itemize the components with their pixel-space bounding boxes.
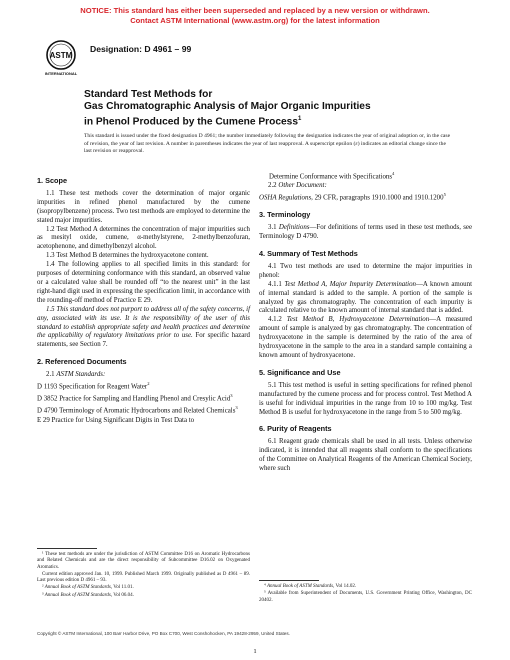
footnote-1: ¹ These test methods are under the jurisdiction of ASTM Committee D16 on Aromatic Hydrocarbons and Related Chemicals and are the direct responsibility of Subcommittee D16.02 on Oxygenated Aromatics. [37,552,250,570]
footnote-rule-right [259,580,319,581]
footnote-3: ³ Annual Book of ASTM Standards, Vol 06.04. [42,592,134,598]
logo-subtext: INTERNATIONAL [44,71,78,76]
paragraph-4-1-2: 4.1.2 Test Method B, Hydroxyacetone Determination—A measured amount of sample is analyzed by gas chromatography. The concentration of hydroxyacetone in the sample is determined by the ratio of the area of hydroxyacetone in the sample to the area in a standard sample containing a known amount of hydroxyacetone. [259,316,472,359]
paragraph-1-5: 1.5 This standard does not purport to address all of the safety concerns, if any, associated with its use. It is the responsibility of the user of this standard to establish appropriate safety and health practices and determine the applicability of regulatory limitations prior to use. For specific hazard statements, see Section 7. [37,305,250,349]
section-heading-summary: 4. Summary of Test Methods [259,249,358,259]
paragraph-6-1: 6.1 Reagent grade chemicals shall be used in all tests. Unless otherwise indicated, it is intended that all reagents shall conform to the specifications of the Committee on Analytical Reagents of the American Chemical Society, where such [259,438,472,473]
footnote-1-edition: Current edition approved Jan. 10, 1999. Published March 1999. Originally published as D 4961 – 89. Last previous edition D 4961 – 93. [37,571,250,584]
reference-e29: E 29 Practice for Using Significant Digits in Test Data to [37,416,195,424]
paragraph-2-1: 2.1 ASTM Standards: [46,371,106,379]
left-column [37,177,250,426]
footnotes-right [259,584,472,605]
paragraph-1-1: 1.1 These test methods cover the determination of major organic impurities in refined phenol manufactured by the cumene (isopropylbenzene) process. Two test methods are employed to determine the stated major impurities. [37,189,250,224]
reference-e29-continued: Determine Conformance with Specifications$^4$ [269,171,395,181]
reference-d4790: D 4790 Terminology of Aromatic Hydrocarbons and Related Chemicals$^3$ [37,405,238,415]
section-heading-referenced-documents: 2. Referenced Documents [37,357,127,367]
paragraph-5-1: 5.1 This test method is useful in setting specifications for refined phenol manufactured by the cumene process and for process control. Test Method A is useful for individual impurities in the range from 10 to 100 mg/kg. Test Method B is useful for hydroxyacetone in the range from 5 to 500 mg/kg. [259,381,472,416]
reference-d1193: D 1193 Specification for Reagent Water$^2$ [37,381,150,391]
reference-d3852: D 3852 Practice for Sampling and Handling Phenol and Cresylic Acid$^3$ [37,393,233,403]
paragraph-4-1-1: 4.1.1 Test Method A, Major Impurity Determination—A known amount of internal standard is added to the sample. A portion of the sample is analyzed by gas chromatography. The concentration of each impurity is calculated relative to the known amount of internal standard that is added. [259,280,472,315]
withdrawal-notice [0,6,510,26]
footnote-5: ⁵ Available from Superintendent of Documents, U.S. Government Printing Office, Washington, DC 20402. [259,591,472,603]
section-heading-terminology: 3. Terminology [259,210,311,220]
section-heading-scope: 1. Scope [37,176,68,185]
notice-line-1: NOTICE: This standard has either been superseded and replaced by a new version or withdrawn. [80,6,430,15]
reference-osha: OSHA Regulations, 29 CFR, paragraphs 1910.1000 and 1910.1200$^5$ [259,192,446,202]
designation: Designation: D 4961 – 99 [90,44,192,54]
paragraph-3-1: 3.1 Definitions—For definitions of terms used in these test methods, see Terminology D 4790. [259,224,473,241]
paragraph-1-3: 1.3 Test Method B determines the hydroxyacetone content. [46,252,209,260]
section-heading-purity: 6. Purity of Reagents [259,424,332,434]
footnote-rule-left [37,548,97,549]
paragraph-4-1: 4.1 Two test methods are used to determine the major impurities in phenol: [259,262,472,279]
title-line-1: Standard Test Methods for [84,89,213,100]
footnote-2: ² Annual Book of ASTM Standards, Vol 11.01. [42,585,134,591]
copyright-line: Copyright © ASTM International, 100 Barr Harbor Drive, PO Box C700, West Conshohocken, PA 19428-2959, United States. [37,631,290,636]
footnotes-left [37,552,250,600]
paragraph-1-4: 1.4 The following applies to all specified limits in this standard: for purposes of determining conformance with this standard, an observed value or a calculated value shall be rounded off “to the nearest unit” in the last right-hand digit used in expressing the specification limit, in accordance with the rounding-off method of Practice E 29. [37,261,250,304]
page-number: 1 [253,648,257,655]
paragraph-1-2: 1.2 Test Method A determines the concentration of major impurities such as mesityl oxide, cumene, α-methylstyrene, 2-methylbenzofuran, acetophenone, and dimethylbenzyl alcohol. [37,225,250,251]
section-heading-significance: 5. Significance and Use [259,367,341,377]
document-title [84,89,444,128]
issuance-statement: This standard is issued under the fixed designation D 4961; the number immediately following the designation indicates the year of original adoption or, in the case of revision, the year of last revision. A number in parentheses indicates the year of last reapproval. A superscript epsilon (ε) indicates an editorial change since the last revision or reapproval. [84,133,451,154]
notice-line-2: Contact ASTM International (www.astm.org) for the latest information [130,16,380,25]
paragraph-2-2: 2.2 Other Document: [268,182,327,190]
title-line-2: Gas Chromatographic Analysis of Major Organic Impurities [84,101,371,112]
footnote-4: ⁴ Annual Book of ASTM Standards, Vol 14.02. [264,584,357,589]
title-footnote-mark: 1 [298,116,302,122]
title-line-3: in Phenol Produced by the Cumene Process$^1$ [84,116,302,128]
astm-logo-icon [41,38,81,78]
right-column [259,170,472,474]
logo-text: ASTM [49,51,73,60]
